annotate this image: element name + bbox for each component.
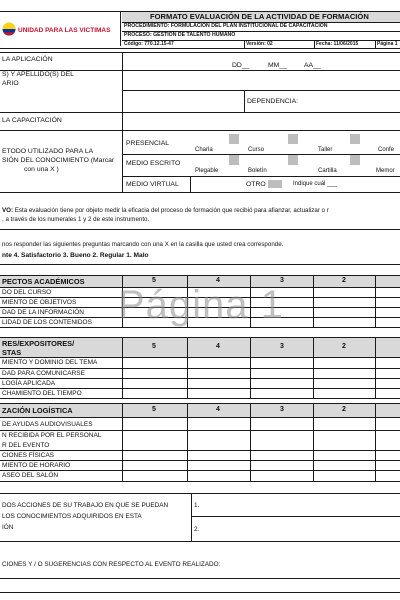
list-item: DE AYUDAS AUDIOVISUALES bbox=[2, 421, 93, 428]
scale-2: 2 bbox=[342, 406, 346, 413]
scale-3: 3 bbox=[280, 406, 284, 413]
name-label-2: ARIO bbox=[2, 80, 19, 87]
conferencia-label: Confe bbox=[378, 147, 395, 153]
date-field: Fecha: 11/06/2015 bbox=[316, 41, 359, 47]
scale-5: 5 bbox=[152, 277, 156, 284]
scale-4: 4 bbox=[216, 277, 220, 284]
objective-line-1: Esta evaluación tiene por objeto medir la eficacia del proceso de formación que recibió para afianzar, actualizar o r bbox=[14, 207, 329, 214]
list-item: MIENTO DE OBJETIVOS bbox=[2, 299, 77, 306]
charla-checkbox[interactable] bbox=[229, 134, 239, 144]
objective-label: VO: bbox=[2, 207, 14, 214]
medio-virtual-label: MEDIO VIRTUAL bbox=[126, 181, 179, 188]
page-watermark: Página 1 bbox=[118, 283, 284, 327]
otro-indique-field[interactable]: Indique cuál ___ bbox=[293, 181, 338, 187]
scale-5: 5 bbox=[152, 406, 156, 413]
name-label: S) Y APELLIDO(S) DEL bbox=[2, 71, 74, 78]
list-item: DAD PARA COMUNICARSE bbox=[2, 370, 85, 377]
actions-label-2: LOS CONOCIMIENTOS ADQUIRIDOS EN ESTA bbox=[2, 513, 142, 520]
taller-label: Taller bbox=[318, 147, 333, 153]
page-field: Página 1 bbox=[377, 41, 398, 47]
scale-2: 2 bbox=[342, 343, 346, 350]
list-item: DO DEL CURSO bbox=[2, 289, 52, 296]
scale-5: 5 bbox=[152, 343, 156, 350]
curso-label: Curso bbox=[248, 147, 265, 153]
list-item: CHAMIENTO DEL TIEMPO bbox=[2, 390, 82, 397]
plegable-label: Plegable bbox=[195, 168, 219, 174]
procedure-line: PROCEDIMIENTO: FORMULACIÓN DEL PLAN INSTITUCIONAL DE CAPACITACIÓN bbox=[124, 23, 328, 29]
day-field[interactable]: DD__ bbox=[232, 62, 250, 69]
otro-label: OTRO bbox=[246, 181, 266, 188]
scale-3: 3 bbox=[280, 277, 284, 284]
year-field[interactable]: AA__ bbox=[304, 62, 321, 69]
training-label: LA CAPACITACIÓN bbox=[2, 117, 62, 124]
list-item: CIONES FÍSICAS bbox=[2, 452, 55, 459]
charla-label: Charla bbox=[195, 147, 213, 153]
method-label: ETODO UTILIZADO PARA LA bbox=[2, 148, 94, 155]
suggestions-label: CIONES Y / O SUGERENCIAS CON RESPECTO AL EVENTO REALIZADO: bbox=[2, 561, 221, 568]
medio-escrito-label: MEDIO ESCRITO bbox=[126, 160, 181, 167]
taller-checkbox[interactable] bbox=[350, 134, 360, 144]
scale-legend: nte 4. Satisfactorio 3. Bueno 2. Regular 1. Malo bbox=[2, 252, 149, 259]
scale-2: 2 bbox=[342, 277, 346, 284]
month-field[interactable]: MM__ bbox=[268, 62, 287, 69]
process-line: PROCESO: GESTIÓN DE TALENTO HUMANO bbox=[124, 32, 236, 38]
scale-4: 4 bbox=[216, 343, 220, 350]
scale-4: 4 bbox=[216, 406, 220, 413]
otro-checkbox[interactable] bbox=[268, 180, 282, 188]
colombia-flag-icon bbox=[2, 22, 16, 36]
version-field: Versión: 02 bbox=[246, 41, 273, 47]
name-field[interactable] bbox=[124, 71, 398, 89]
method-label-3: con una X ) bbox=[24, 166, 59, 173]
speakers-section-title: RES/EXPOSITORES/ bbox=[2, 339, 75, 348]
objective-line-2: , a través de los numerales 1 y 2 de este instrumento. bbox=[2, 216, 150, 223]
curso-checkbox[interactable] bbox=[288, 134, 298, 144]
list-item: R DEL EVENTO bbox=[2, 442, 50, 449]
scale-3: 3 bbox=[280, 343, 284, 350]
list-item: LIDAD DE LOS CONTENIDOS bbox=[2, 319, 92, 326]
logo-text: UNIDAD PARA LAS VICTIMAS bbox=[18, 27, 111, 34]
boletin-checkbox[interactable] bbox=[288, 155, 298, 165]
actions-label: DOS ACCIONES DE SU TRABAJO EN QUE SE PUEDAN bbox=[2, 502, 169, 509]
list-item: DAD DE LA INFORMACIÓN bbox=[2, 309, 84, 316]
plegable-checkbox[interactable] bbox=[229, 155, 239, 165]
list-item: ASEO DEL SALÓN bbox=[2, 472, 59, 479]
application-date-label: LA APLICACIÓN bbox=[2, 56, 53, 63]
academic-section-title: PECTOS ACADÉMICOS bbox=[2, 277, 85, 286]
list-item: LOGÍA APLICADA bbox=[2, 380, 56, 387]
action-1-field[interactable]: 1. bbox=[194, 502, 200, 509]
training-field[interactable] bbox=[124, 113, 398, 129]
logistics-section-title: ZACIÓN LOGÍSTICA bbox=[2, 406, 73, 415]
boletin-label: Boletín bbox=[248, 168, 267, 174]
list-item: MIENTO Y DOMINIO DEL TEMA bbox=[2, 359, 98, 366]
code-field: Código: 770.12.15-47 bbox=[124, 41, 174, 47]
cartilla-checkbox[interactable] bbox=[350, 155, 360, 165]
dependency-label: DEPENDENCIA: bbox=[247, 98, 298, 105]
document-title: FORMATO EVALUACIÓN DE LA ACTIVIDAD DE FORMACIÓN bbox=[122, 12, 400, 22]
logo bbox=[0, 12, 121, 46]
instructions-line: nos responder las siguientes preguntas marcando con una X en la casilla que usted crea corresponde. bbox=[2, 241, 284, 248]
actions-label-3: IÓN bbox=[2, 524, 14, 531]
list-item: MIENTO DE HORARIO bbox=[2, 462, 71, 469]
list-item: N RECIBIDA POR EL PERSONAL bbox=[2, 432, 102, 439]
action-2-field[interactable]: 2. bbox=[194, 526, 200, 533]
presencial-label: PRESENCIAL bbox=[126, 140, 170, 147]
cartilla-label: Cartilla bbox=[318, 168, 337, 174]
speakers-section-title-2: STAS bbox=[2, 348, 22, 357]
memoria-label: Memor bbox=[376, 168, 395, 174]
method-label-2: SIÓN DEL CONOCIMIENTO (Marcar bbox=[2, 157, 115, 164]
objective-text bbox=[2, 207, 329, 214]
